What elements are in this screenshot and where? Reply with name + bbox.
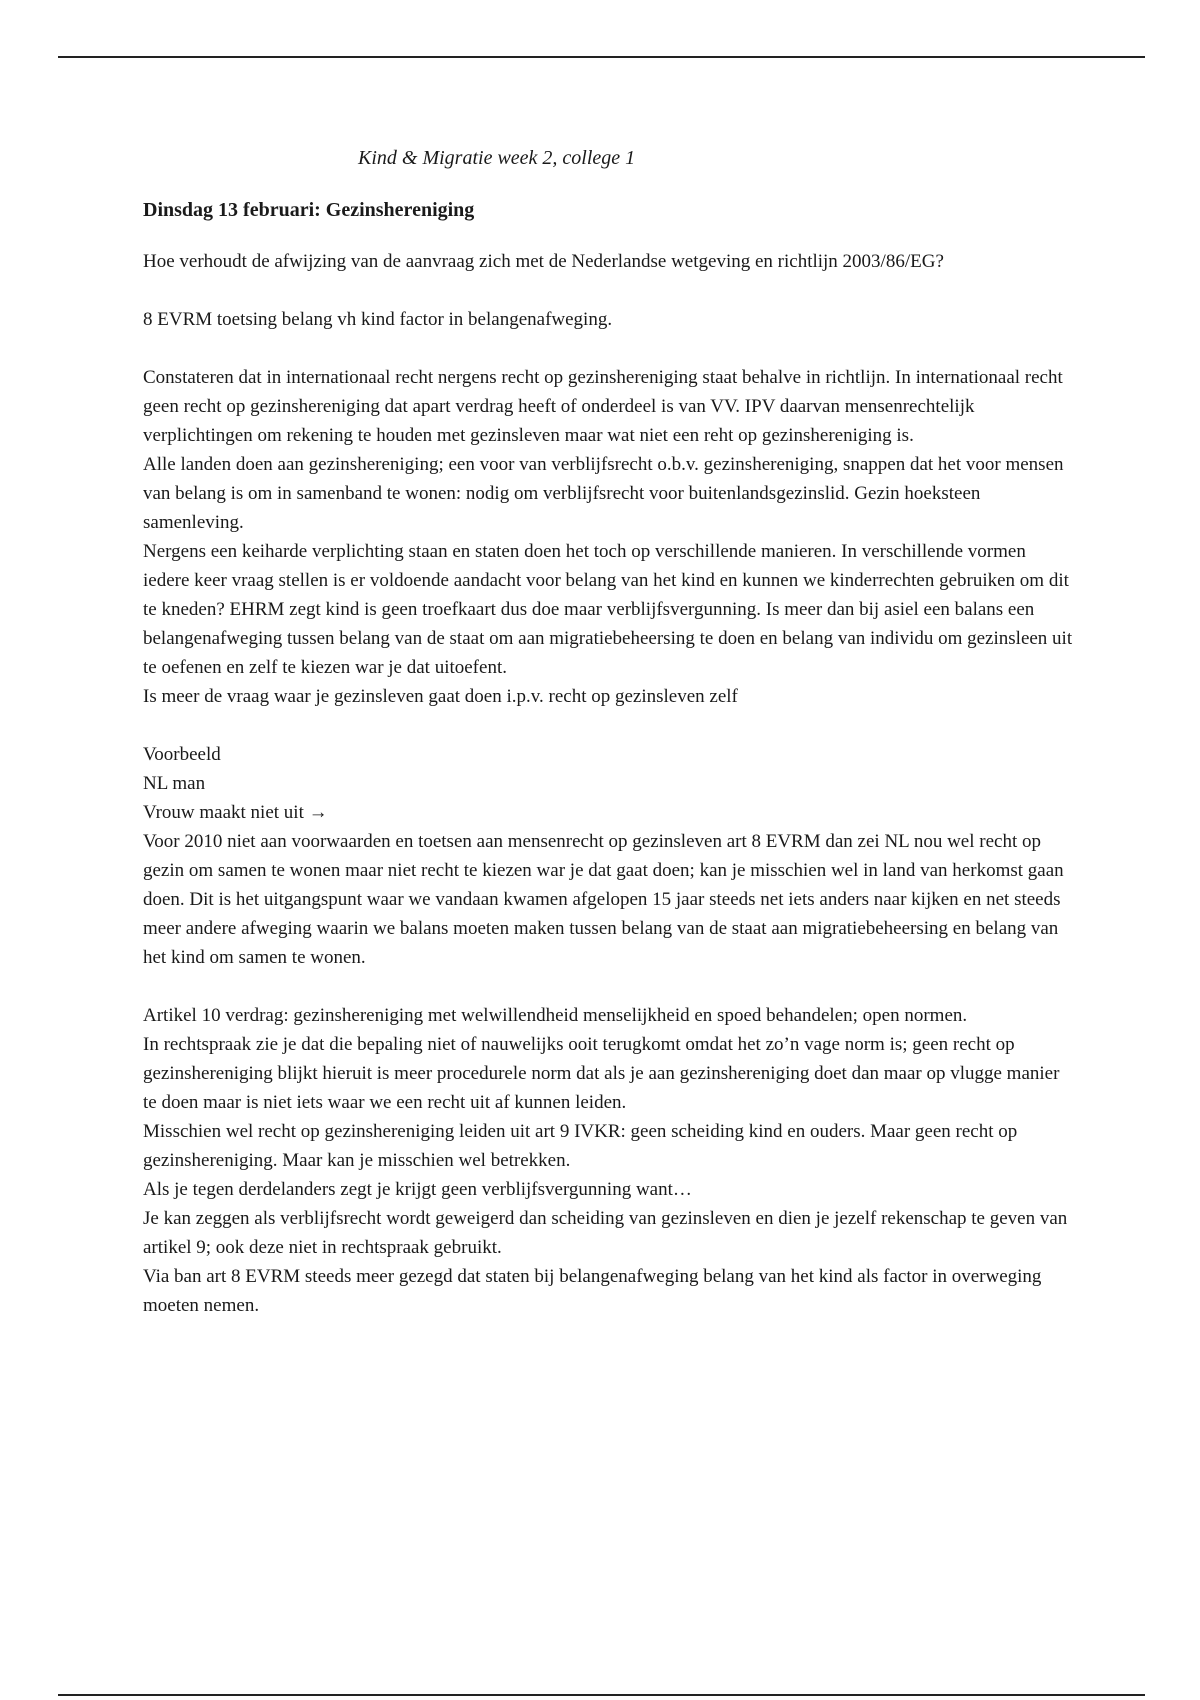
paragraph [143, 1001, 1073, 1320]
paragraph-line: Voorbeeld [143, 744, 221, 765]
document-body [143, 144, 1073, 1320]
paragraph-line: Alle landen doen aan gezinshereniging; een voor van verblijfsrecht o.b.v. gezinshereniging, snappen dat het voor mensen van belang is om in samenband te wonen: nodig om verblijfsrecht voor buitenlandsgezinslid. Gezin hoeksteen samenleving. [143, 454, 1064, 533]
paragraph-line: Constateren dat in internationaal recht nergens recht op gezinshereniging staat behalve in richtlijn. In internationaal recht geen recht op gezinshereniging dat apart verdrag heeft of onderdeel is van VV. IPV daarvan mensenrechtelijk verplichtingen om rekening te houden met gezinsleven maar wat niet een reht op gezinshereniging is. [143, 367, 1063, 446]
paragraph [143, 305, 1073, 334]
section-heading: Dinsdag 13 februari: Gezinshereniging [143, 199, 475, 221]
paragraph [143, 740, 1073, 972]
paragraph-line: In rechtspraak zie je dat die bepaling niet of nauwelijks ooit terugkomt omdat het zo’n vage norm is; geen recht op gezinshereniging blijkt hieruit is meer procedurele norm dat als je aan gezinshereniging doet dan maar op vlugge manier te doen maar is niet iets waar we een recht uit af kunnen leiden. [143, 1034, 1060, 1113]
document-title: Kind & Migratie week 2, college 1 [358, 147, 636, 169]
paragraph-line: Je kan zeggen als verblijfsrecht wordt geweigerd dan scheiding van gezinsleven en dien je jezelf rekenschap te geven van artikel 9; ook deze niet in rechtspraak gebruikt. [143, 1208, 1068, 1258]
paragraph-line: Voor 2010 niet aan voorwaarden en toetsen aan mensenrecht op gezinsleven art 8 EVRM dan zei NL nou wel recht op gezin om samen te wonen maar niet recht te kiezen war je dat gaat doen; kan je misschien wel in land van herkomst gaan doen. Dit is het uitgangspunt waar we vandaan kwamen afgelopen 15 jaar steeds net iets anders naar kijken en net steeds meer andere afweging waarin we balans moeten maken tussen belang van de staat aan migratiebeheersing en belang van het kind om samen te wonen. [143, 831, 1064, 968]
paragraph-line: Hoe verhoudt de afwijzing van de aanvraag zich met de Nederlandse wetgeving en richtlijn 2003/86/EG? [143, 251, 944, 272]
footer-rule [58, 1694, 1145, 1696]
paragraph-line: Is meer de vraag waar je gezinsleven gaat doen i.p.v. recht op gezinsleven zelf [143, 686, 738, 707]
paragraph [143, 247, 1073, 276]
paragraph-line: Vrouw maakt niet uit → [143, 802, 328, 823]
paragraph-line: NL man [143, 773, 206, 794]
paragraph-line: Nergens een keiharde verplichting staan en staten doen het toch op verschillende manieren. In verschillende vormen iedere keer vraag stellen is er voldoende aandacht voor belang van het kind en kunnen we kinderrechten gebruiken om dit te kneden? EHRM zegt kind is geen troefkaart dus doe maar verblijfsvergunning. Is meer dan bij asiel een balans een belangenafweging tussen belang van de staat om aan migratiebeheersing te doen en belang van individu om gezinsleen uit te oefenen en zelf te kiezen war je dat uitoefent. [143, 541, 1073, 678]
paragraph [143, 363, 1073, 711]
paragraph-line: Misschien wel recht op gezinshereniging leiden uit art 9 IVKR: geen scheiding kind en ouders. Maar geen recht op gezinshereniging. Maar kan je misschien wel betrekken. [143, 1121, 1018, 1171]
paragraph-line: Artikel 10 verdrag: gezinshereniging met welwillendheid menselijkheid en spoed behandelen; open normen. [143, 1005, 968, 1026]
paragraph-line: Via ban art 8 EVRM steeds meer gezegd dat staten bij belangenafweging belang van het kind als factor in overweging moeten nemen. [143, 1266, 1042, 1316]
paragraph-line: 8 EVRM toetsing belang vh kind factor in belangenafweging. [143, 309, 613, 330]
header-rule [58, 56, 1145, 58]
paragraph-line: Als je tegen derdelanders zegt je krijgt geen verblijfsvergunning want… [143, 1179, 692, 1200]
